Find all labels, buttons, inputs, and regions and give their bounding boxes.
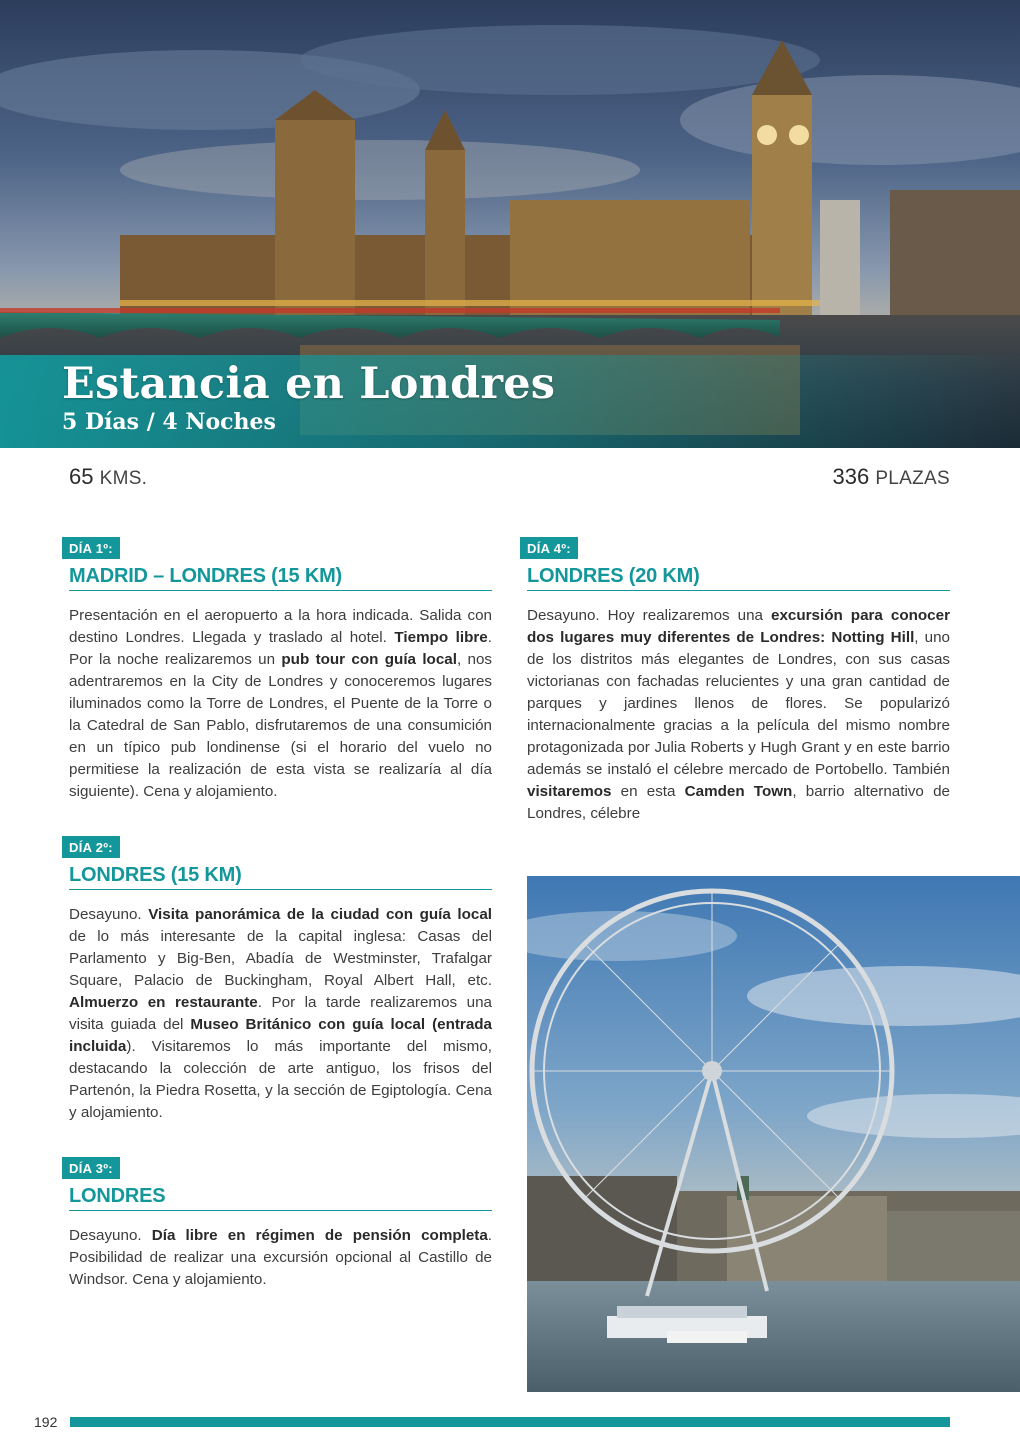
- day-badge: DÍA 3º:: [62, 1157, 120, 1179]
- text-highlight: Tiempo libre: [394, 629, 488, 646]
- day-badge: DÍA 4º:: [520, 537, 578, 559]
- day-divider: [69, 889, 492, 890]
- text-segment: Desayuno.: [69, 1227, 152, 1244]
- text-highlight: Visita panorámica de la ciudad con guía local: [148, 906, 492, 923]
- day-divider: [69, 1210, 492, 1211]
- text-highlight: excursión para conocer dos lugares muy diferentes de Londres: Notting Hill: [527, 607, 950, 646]
- day-badge: DÍA 2º:: [62, 836, 120, 858]
- day-description: [62, 904, 492, 1124]
- page-subtitle: 5 Días / 4 Noches: [62, 409, 276, 435]
- text-segment: , barrio alternativo de Londres, célebre: [527, 783, 950, 822]
- day-title: LONDRES: [69, 1185, 166, 1207]
- day-description: [520, 605, 950, 825]
- text-segment: , uno de los distritos más elegantes de Londres, con sus casas victorianas con fachadas relucientes y una gran cantidad de parques y jardines llenos de flores. Se popularizó internacionalmente gracias a la película del mismo nombre protagonizada por Julia Roberts y Hugh Grant y en este barrio además se instaló el célebre mercado de Portobello. También: [527, 629, 950, 778]
- page-title: Estancia en Londres: [62, 359, 556, 409]
- london-eye-photo: [527, 876, 1020, 1392]
- text-segment: de lo más interesante de la capital inglesa: Casas del Parlamento y Big-Ben, Abadía de Westminster, Trafalgar Square, Palacio de Buckingham, Royal Albert Hall, etc.: [69, 928, 492, 989]
- day-title: MADRID – LONDRES (15 KM): [69, 565, 342, 587]
- plazas-value: 336: [832, 464, 870, 489]
- plazas-unit: PLAZAS: [875, 468, 950, 489]
- day-4-section: [520, 537, 950, 825]
- text-segment: . Por la tarde realizaremos una visita guiada del: [69, 994, 492, 1033]
- day-badge: DÍA 1º:: [62, 537, 120, 559]
- hero-banner: [0, 0, 1020, 448]
- kms-stat: [69, 462, 147, 494]
- day-divider: [527, 590, 950, 591]
- text-segment: . Posibilidad de realizar una excursión opcional al Castillo de Windsor. Cena y alojamiento.: [69, 1227, 493, 1288]
- day-description: [62, 605, 492, 803]
- text-segment: Desayuno. Hoy realizaremos una: [527, 607, 772, 624]
- day-3-section: [62, 1157, 492, 1291]
- day-title: LONDRES (15 KM): [69, 864, 242, 886]
- kms-unit: KMS.: [99, 468, 148, 489]
- day-description: [62, 1225, 492, 1291]
- day-divider: [69, 590, 492, 591]
- text-highlight: Almuerzo en restaurante: [69, 994, 258, 1011]
- text-highlight: Museo Británico con guía local (entrada incluida: [69, 1016, 492, 1055]
- text-highlight: visitaremos: [527, 783, 612, 800]
- text-segment: ). Visitaremos lo más importante del mismo, destacando la colección de arte antiguo, los frisos del Partenón, la Piedra Rosetta, y la sección de Egiptología. Cena y alojamiento.: [69, 1038, 492, 1121]
- london-eye-illustration: [527, 876, 1020, 1392]
- text-segment: Presentación en el aeropuerto a la hora indicada. Salida con destino Londres. Llegada y traslado al hotel.: [69, 607, 492, 646]
- page-number: 192: [34, 1414, 58, 1430]
- day-1-section: [62, 537, 492, 803]
- footer-bar: [70, 1417, 950, 1427]
- kms-value: 65: [69, 464, 94, 489]
- day-2-section: [62, 836, 492, 1124]
- text-segment: en esta: [611, 783, 685, 800]
- plazas-stat: [832, 462, 950, 494]
- day-title: LONDRES (20 KM): [527, 565, 700, 587]
- text-highlight: Camden Town: [684, 783, 793, 800]
- text-highlight: Día libre en régimen de pensión completa: [151, 1227, 488, 1244]
- text-segment: , nos adentraremos en la City de Londres y conoceremos lugares iluminados como la Torre de Londres, el Puente de la Torre o la Catedral de San Pablo, disfrutaremos de una consumición en un típico pub londinense (si el horario del vuelo no permitiese la realización de esta vista se realizaría al día siguiente). Cena y alojamiento.: [69, 651, 493, 800]
- text-segment: . Por la noche realizaremos un: [69, 629, 492, 668]
- text-segment: Desayuno.: [69, 906, 149, 923]
- hero-title-block: [62, 358, 555, 436]
- text-highlight: pub tour con guía local: [281, 651, 457, 668]
